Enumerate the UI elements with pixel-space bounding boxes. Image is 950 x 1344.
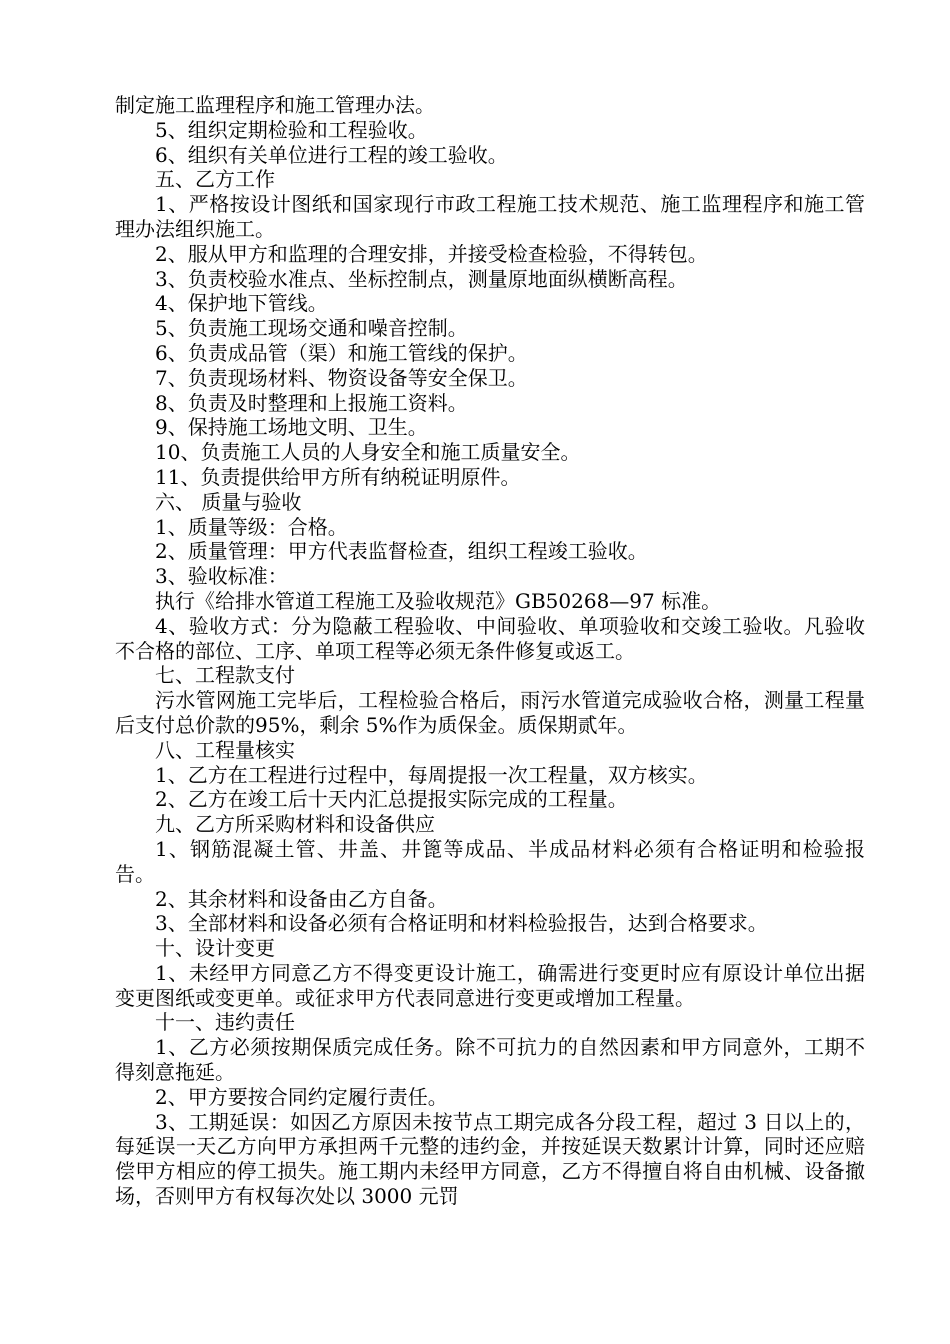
paragraph: 制定施工监理程序和施工管理办法。 [115,93,435,117]
list-item: 5、组织定期检验和工程验收。 [155,117,428,142]
section-heading: 七、工程款支付 [155,663,295,688]
section-heading: 九、乙方所采购材料和设备供应 [155,812,435,837]
list-item: 1、钢筋混凝土管、井盖、井篦等成品、半成品材料必须有合格证明和检验报告。 [115,836,865,886]
list-item: 3、验收标准： [155,564,288,589]
list-item: 6、负责成品管（渠）和施工管线的保护。 [155,340,528,365]
paragraph: 执行《给排水管道工程施工及验收规范》GB50268—97 标准。 [155,588,722,613]
list-item: 1、质量等级：合格。 [155,514,348,539]
list-item: 4、保护地下管线。 [155,291,328,316]
list-item: 2、服从甲方和监理的合理安排，并接受检查检验，不得转包。 [155,241,708,266]
list-item: 2、质量管理：甲方代表监督检查，组织工程竣工验收。 [155,539,648,564]
list-item: 3、负责校验水准点、坐标控制点，测量原地面纵横断高程。 [155,266,688,291]
list-item: 9、保持施工场地文明、卫生。 [155,415,428,440]
list-item: 2、甲方要按合同约定履行责任。 [155,1084,448,1109]
list-item: 3、全部材料和设备必须有合格证明和材料检验报告，达到合格要求。 [155,911,768,936]
list-item: 3、工期延误：如因乙方原因未按节点工期完成各分段工程，超过 3 日以上的，每延误一天乙方向甲方承担两千元整的违约金，并按延误天数累计计算，同时还应赔偿甲方相应的停工损失。施工期内未经甲方同意，乙方不得擅自将自由机械、设备撤场，否则甲方有权每次处以 3000 元罚 [115,1109,865,1209]
paragraph: 污水管网施工完毕后，工程检验合格后，雨污水管道完成验收合格，测量工程量后支付总价款的95%，剩余 5%作为质保金。质保期贰年。 [115,688,865,737]
list-item: 7、负责现场材料、物资设备等安全保卫。 [155,365,528,390]
section-heading: 十、设计变更 [155,936,275,961]
section-heading: 六、 质量与验收 [155,489,302,514]
list-item: 2、乙方在竣工后十天内汇总提报实际完成的工程量。 [155,787,628,812]
list-item: 6、组织有关单位进行工程的竣工验收。 [155,142,508,167]
list-item: 11、负责提供给甲方所有纳税证明原件。 [155,464,521,489]
section-heading: 八、工程量核实 [155,737,295,762]
list-item: 10、负责施工人员的人身安全和施工质量安全。 [155,440,581,465]
list-item: 1、乙方必须按期保质完成任务。除不可抗力的自然因素和甲方同意外，工期不得刻意拖延。 [115,1035,865,1085]
document-body [115,93,865,1209]
list-item: 5、负责施工现场交通和噪音控制。 [155,316,468,341]
list-item: 1、乙方在工程进行过程中，每周提报一次工程量，双方核实。 [155,762,708,787]
list-item: 4、验收方式：分为隐蔽工程验收、中间验收、单项验收和交竣工验收。凡验收不合格的部位、工序、单项工程等必须无条件修复或返工。 [115,613,865,663]
list-item: 8、负责及时整理和上报施工资料。 [155,390,468,415]
list-item: 1、未经甲方同意乙方不得变更设计施工，确需进行变更时应有原设计单位出据变更图纸或变更单。或征求甲方代表同意进行变更或增加工程量。 [115,960,865,1010]
section-heading: 十一、违约责任 [155,1010,295,1035]
list-item: 2、其余材料和设备由乙方自备。 [155,886,448,911]
list-item: 1、严格按设计图纸和国家现行市政工程施工技术规范、施工监理程序和施工管理办法组织施工。 [115,192,865,241]
section-heading: 五、乙方工作 [155,167,275,192]
